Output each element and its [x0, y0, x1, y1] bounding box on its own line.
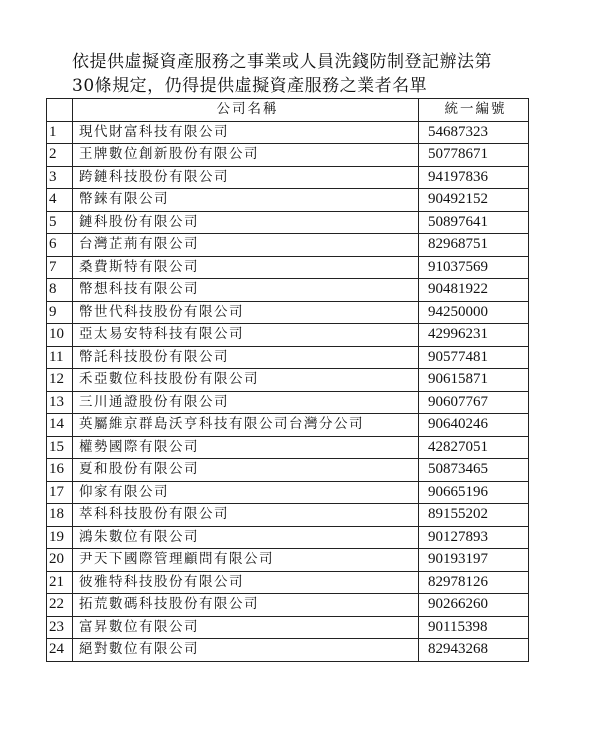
row-number: 10 — [47, 324, 73, 347]
table-row — [47, 166, 529, 189]
tax-id-cell: 50873465 — [419, 459, 529, 482]
header-company-name: 公司名稱 — [73, 99, 419, 122]
row-number: 3 — [47, 166, 73, 189]
document-title-line-2: 30條規定，仍得提供虛擬資產服務之業者名單 — [72, 76, 428, 96]
table-row — [47, 594, 529, 617]
tax-id-cell: 94250000 — [419, 301, 529, 324]
table-row — [47, 391, 529, 414]
header-tax-id: 統一編號 — [419, 99, 529, 122]
table-row — [47, 639, 529, 662]
tax-id-cell: 50897641 — [419, 211, 529, 234]
company-name-cell: 三川通證股份有限公司 — [73, 391, 419, 414]
row-number: 9 — [47, 301, 73, 324]
company-name-cell: 鏈科股份有限公司 — [73, 211, 419, 234]
row-number: 6 — [47, 234, 73, 257]
company-name-cell: 幣想科技有限公司 — [73, 279, 419, 302]
tax-id-cell: 82968751 — [419, 234, 529, 257]
table-row — [47, 481, 529, 504]
row-number: 23 — [47, 616, 73, 639]
table-row — [47, 459, 529, 482]
tax-id-cell: 89155202 — [419, 504, 529, 527]
tax-id-cell: 90665196 — [419, 481, 529, 504]
tax-id-cell: 90492152 — [419, 189, 529, 212]
row-number: 12 — [47, 369, 73, 392]
company-name-cell: 英屬維京群島沃亨科技有限公司台灣分公司 — [73, 414, 419, 437]
table-row — [47, 189, 529, 212]
row-number: 15 — [47, 436, 73, 459]
company-name-cell: 幣世代科技股份有限公司 — [73, 301, 419, 324]
tax-id-cell: 90640246 — [419, 414, 529, 437]
table-row — [47, 324, 529, 347]
row-number: 20 — [47, 549, 73, 572]
row-number: 14 — [47, 414, 73, 437]
company-name-cell: 禾亞數位科技股份有限公司 — [73, 369, 419, 392]
row-number: 8 — [47, 279, 73, 302]
row-number: 5 — [47, 211, 73, 234]
table-row — [47, 211, 529, 234]
tax-id-cell: 82943268 — [419, 639, 529, 662]
company-name-cell: 王牌數位創新股份有限公司 — [73, 144, 419, 167]
table-row — [47, 526, 529, 549]
company-name-cell: 台灣芷荊有限公司 — [73, 234, 419, 257]
table-row — [47, 414, 529, 437]
table-row — [47, 369, 529, 392]
row-number: 7 — [47, 256, 73, 279]
table-row — [47, 616, 529, 639]
table-row — [47, 121, 529, 144]
row-number: 1 — [47, 121, 73, 144]
company-name-cell: 絕對數位有限公司 — [73, 639, 419, 662]
company-name-cell: 夏和股份有限公司 — [73, 459, 419, 482]
company-name-cell: 跨鏈科技股份有限公司 — [73, 166, 419, 189]
table-row — [47, 571, 529, 594]
row-number: 11 — [47, 346, 73, 369]
tax-id-cell: 90193197 — [419, 549, 529, 572]
table-row — [47, 279, 529, 302]
tax-id-cell: 90266260 — [419, 594, 529, 617]
company-name-cell: 富昇數位有限公司 — [73, 616, 419, 639]
table-body — [47, 121, 529, 661]
row-number: 16 — [47, 459, 73, 482]
header-index — [47, 99, 73, 122]
table-row — [47, 436, 529, 459]
company-name-cell: 權勢國際有限公司 — [73, 436, 419, 459]
company-name-cell: 鴻朱數位有限公司 — [73, 526, 419, 549]
tax-id-cell: 82978126 — [419, 571, 529, 594]
tax-id-cell: 42996231 — [419, 324, 529, 347]
tax-id-cell: 42827051 — [419, 436, 529, 459]
document-title — [72, 50, 542, 98]
company-name-cell: 尹天下國際管理顧問有限公司 — [73, 549, 419, 572]
row-number: 2 — [47, 144, 73, 167]
table-header-row — [47, 99, 529, 122]
company-name-cell: 現代財富科技有限公司 — [73, 121, 419, 144]
provider-table — [46, 98, 529, 662]
table-row — [47, 144, 529, 167]
table-row — [47, 346, 529, 369]
company-name-cell: 桑費斯特有限公司 — [73, 256, 419, 279]
tax-id-cell: 90115398 — [419, 616, 529, 639]
tax-id-cell: 90481922 — [419, 279, 529, 302]
row-number: 19 — [47, 526, 73, 549]
tax-id-cell: 54687323 — [419, 121, 529, 144]
table-row — [47, 256, 529, 279]
tax-id-cell: 90577481 — [419, 346, 529, 369]
row-number: 18 — [47, 504, 73, 527]
row-number: 4 — [47, 189, 73, 212]
company-name-cell: 幣託科技股份有限公司 — [73, 346, 419, 369]
row-number: 21 — [47, 571, 73, 594]
company-name-cell: 幣錸有限公司 — [73, 189, 419, 212]
table-row — [47, 549, 529, 572]
row-number: 13 — [47, 391, 73, 414]
row-number: 17 — [47, 481, 73, 504]
tax-id-cell: 91037569 — [419, 256, 529, 279]
row-number: 22 — [47, 594, 73, 617]
company-name-cell: 亞太易安特科技有限公司 — [73, 324, 419, 347]
company-name-cell: 拓荒數碼科技股份有限公司 — [73, 594, 419, 617]
company-name-cell: 彼雅特科技股份有限公司 — [73, 571, 419, 594]
tax-id-cell: 90615871 — [419, 369, 529, 392]
tax-id-cell: 94197836 — [419, 166, 529, 189]
tax-id-cell: 90607767 — [419, 391, 529, 414]
row-number: 24 — [47, 639, 73, 662]
table-row — [47, 301, 529, 324]
table-row — [47, 504, 529, 527]
company-name-cell: 萃科科技股份有限公司 — [73, 504, 419, 527]
document-title-line-1: 依提供虛擬資產服務之事業或人員洗錢防制登記辦法第 — [72, 52, 492, 72]
tax-id-cell: 90127893 — [419, 526, 529, 549]
company-name-cell: 仰家有限公司 — [73, 481, 419, 504]
table-row — [47, 234, 529, 257]
tax-id-cell: 50778671 — [419, 144, 529, 167]
